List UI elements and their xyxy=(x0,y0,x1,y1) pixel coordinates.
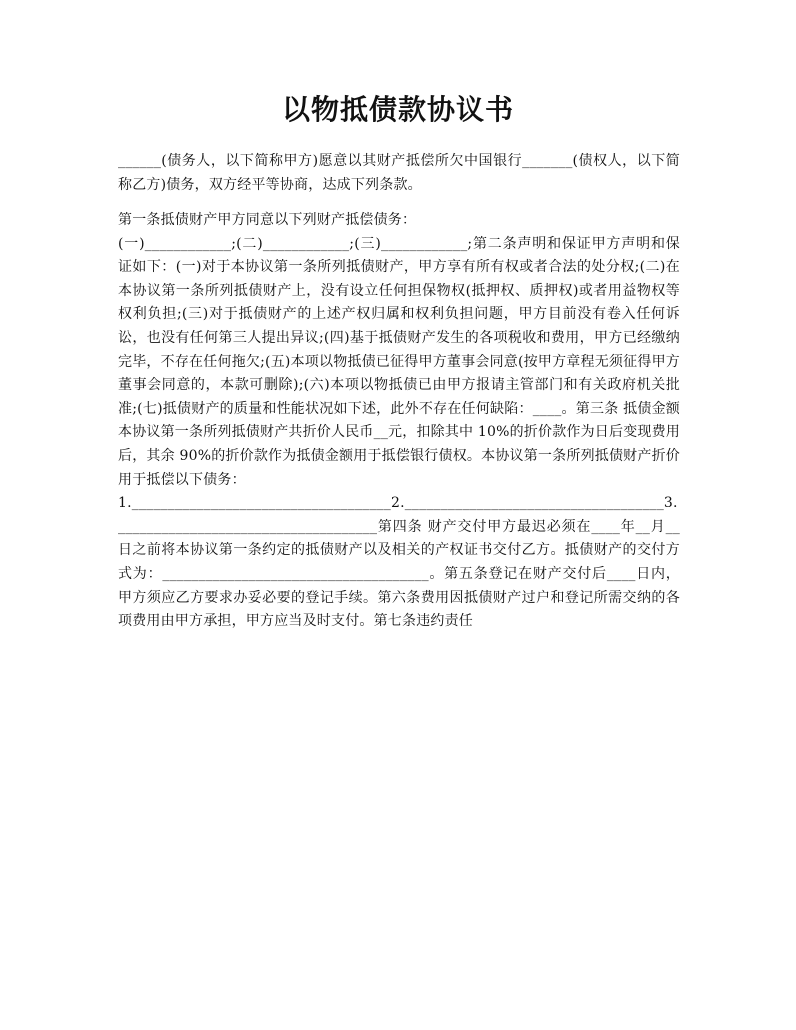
document-title: 以物抵债款协议书 xyxy=(281,93,514,126)
paragraph-parties: ______(债务人，以下简称甲方)愿意以其财产抵偿所欠中国银行_______(债权人，以下简称乙方)债务，双方经平等协商，达成下列条款。 xyxy=(118,153,680,193)
paragraph-terms: 第一条抵债财产甲方同意以下列财产抵偿债务： (一)____________;(二)____________;(三)____________;第二条声明和保证甲方声明和保证如下：(一)对于本协议第一条所列抵债财产，甲方享有所有权或者合法的处分权;(二)在本协议第一条所列抵债财产上，没有设立任何担保物权(抵押权、质押权)或者用益物权等权利负担;(三)对于抵债财产的上述产权归属和权利负担问题，甲方目前没有卷入任何诉讼，也没有任何第三人提出异议;(四)基于抵债财产发生的各项税收和费用，甲方已经缴纳完毕，不存在任何拖欠;(五)本项以物抵债已征得甲方董事会同意(按甲方章程无须征得甲方董事会同意的，本款可删除);(六)本项以物抵债已由甲方报请主管部门和有关政府机关批准;(七)抵债财产的质量和性能状况如下述，此外不存在任何缺陷：____。第三条 抵债金额 本协议第一条所列抵债财产共折价人民币__元，扣除其中 10%的折价款作为日后变现费用后，其余 90%的折价款作为抵债金额用于抵偿银行债权。本协议第一条所列抵债财产折价用于抵偿以下债务： 1.____________________________________2.____________________________________3.____________________________________第四条 财产交付甲方最迟必须在____年__月__日之前将本协议第一条约定的抵债财产以及相关的产权证书交付乙方。抵债财产的交付方式为：_____________________________________。第五条登记在财产交付后____日内，甲方须应乙方要求办妥必要的登记手续。第六条费用因抵债财产过户和登记所需交纳的各项费用由甲方承担，甲方应当及时支付。第七条违约责任 xyxy=(118,212,680,630)
